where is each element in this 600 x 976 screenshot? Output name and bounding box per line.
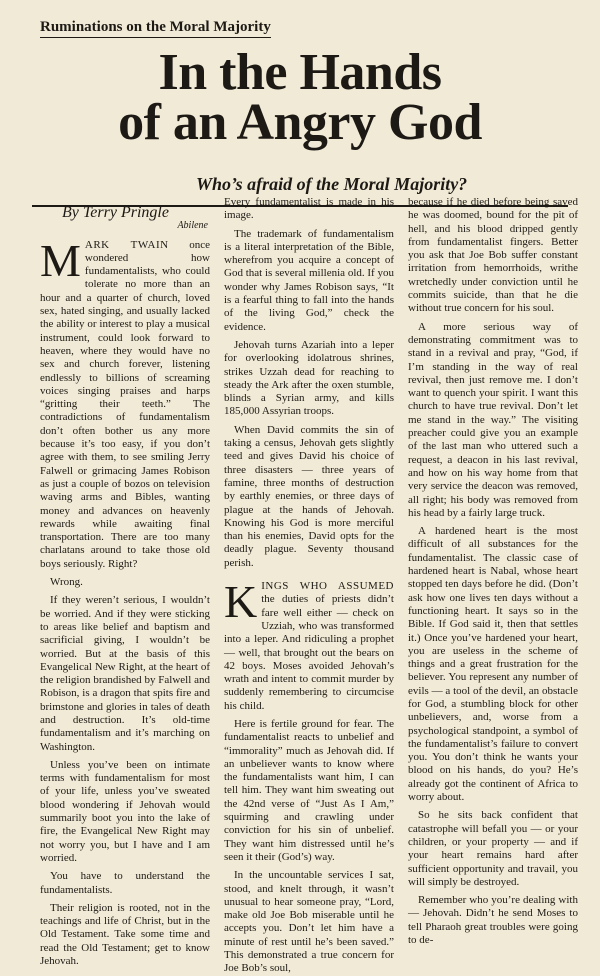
column-2 (224, 196, 394, 975)
paragraph: So he sits back confident that catastrophe will befall you — or your children, or your property — and if your heart remains hard after sufficient opportunity and travail, you will simply be destroyed. (408, 809, 578, 888)
paragraph (40, 234, 210, 571)
column-1 (40, 196, 210, 968)
paragraph: Their religion is rooted, not in the teachings and life of Christ, but in the Old Testament. Take some time and read the Old Testament; get to know Jehovah. (40, 901, 210, 968)
paragraph: because if he died before being saved he was doomed, bound for the pit of hell, and his blood dripped gently from fundamentalist fingers. Better you ask that Joe Bob suffer constant irritation from hemorrhoids, writhe wretchedly under conviction until he commits suicide, than that he die without true concern for his soul. (408, 196, 578, 315)
deck-subtitle: Who’s afraid of the Moral Majority? (196, 174, 468, 194)
byline-city: Abilene (177, 220, 208, 232)
byline: By Terry Pringle (62, 204, 169, 221)
paragraph: Here is fertile ground for fear. The fundamentalist reacts to unbelief and “immorality” much as Jehovah did. If an unbeliever wants to know where the fundamentalists want him, I can tell him. They want him sweating out the 42nd verse of “Just As I Am,” squirming and crawling under conviction for his sin of unbelief. They want him distressed until he’s seen it their (God’s) way. (224, 717, 394, 863)
paragraph: A hardened heart is the most difficult of all substances for the fundamentalist. The classic case of hardened heart is Nabal, whose heart stopped ten days before he did. (Don’t ask how one lives ten days without a functioning heart. It says so in the Bible. If God said it, then that settles it.) Once you’ve hardened your heart, you are useless in the scheme of things and a great frustration for the believer. You represent any number of evils — a tool of the devil, an obstacle for God, a stumbling block for other unbelievers, and, worse from a psychological standpoint, a symbol of the fundamentalist’s failure to convert you. You don’t think he wants your blood on his hands, do you? He’s already got the continent of Africa to worry about. (408, 525, 578, 804)
paragraph: In the uncountable services I sat, stood, and knelt through, it wasn’t unusual to hear someone pray, “Lord, make old Joe Bob miserable until he accepts you. Don’t let him have a minute of rest until he’s been saved.” This demonstrated a true concern for Joe Bob’s soul, (224, 869, 394, 975)
drop-cap: M (40, 234, 81, 286)
paragraph: A more serious way of demonstrating commitment was to stand in a revival and pray, “God, if I’m standing in the way of real revival, then just remove me. I don’t want to quench your spirit. I want this church to have true revival. Don’t let me stand in the way.” The visiting preacher could give you an example of the last man who uttered such a request, a deacon in his last revival, and how on his way home from that very service the deacon was removed, all right; his body was removed from his head by a fairly large truck. (408, 320, 578, 519)
column-3 (408, 196, 578, 947)
lead-in: ARK TWAIN (84, 238, 169, 251)
headline-line-2: of an Angry God (118, 94, 482, 151)
paragraph: Every fundamentalist is made in his image. (224, 196, 394, 222)
paragraph-text: the duties of priests didn’t fare well either — check on Uzziah, who was transformed into a leper. And ridiculing a prophet — well, that brought out the bears on 42 boys. Moses avoided Jehovah’s wrath and intent to commit murder by suddenly remembering to circumcise his child. (224, 593, 394, 712)
article-columns (40, 196, 578, 975)
paragraph: The trademark of fundamentalism is a literal interpretation of the Bible, wherefrom you acquire a concept of God that is several millenia old. If you wonder why James Robison says, “It is a fearful thing to fall into the hands of the living God,” check the evidence. (224, 227, 394, 333)
paragraph: Wrong. (50, 576, 83, 589)
paragraph (224, 576, 394, 713)
lead-in: INGS WHO ASSUMED (261, 580, 394, 593)
headline (26, 44, 574, 151)
paragraph: Jehovah turns Azariah into a leper for overlooking idolatrous shrines, strikes Uzzah dead for reaching to steady the Ark after the oxen stumble, blinds a Syrian army, and kills 185,000 Assyrian troops. (224, 338, 394, 418)
drop-cap: K (224, 576, 258, 628)
paragraph: When David commits the sin of taking a census, Jehovah gets slightly teed and gives David his choice of three disasters — three years of famine, three months of destruction by earthly enemies, or three days of plague at the hands of Jehovah. Knowing his God is more merciful than his enemies, David opts for the deadly plague. Seventy thousand perish. (224, 423, 394, 569)
paragraph: If they weren’t serious, I wouldn’t be worried. And if they were sticking to areas like belief and baptism and sacrificial giving, I wouldn’t be worried. But at the basis of this Evangelical New Right, at the heart of the religion brandished by Falwell and Robison, is a dragon that spits fire and brimstone and glories in tales of death and destruction. It’s old-time fundamentalism and it’s marching on Washington. (40, 594, 210, 753)
section-kicker: Ruminations on the Moral Majority (40, 19, 271, 38)
paragraph-text: once wondered how fundamentalists, who could tolerate no more than an hour and a quarter of church, loved sex, hated singing, and usually lacked the ability or interest to play a musical instrument, could look forward to heaven, where they would have no sex and church forever, listening endlessly to billions of screaming voices singing praises and harps “gritting their teeth.” The contradictions of fundamentalism don’t often bother us any more because it’s too easy, if you don’t agree with them, to see smiling Jerry Falwell or grimacing James Robison as just a couple of bozos on television waving arms and Bibles, wanting money and advances on heavenly rewards while awaiting final transportation. There are too many charlatans around to take those old boys seriously. Right? (40, 238, 210, 570)
paragraph: Remember who you’re dealing with — Jehovah. Didn’t he send Moses to tell Pharaoh great troubles were going to de- (408, 894, 578, 947)
paragraph: You have to understand the fundamentalists. (40, 870, 210, 896)
headline-line-1: In the Hands (158, 44, 442, 101)
paragraph: Unless you’ve been on intimate terms with fundamentalism for most of your life, unless you’ve sweated blood wondering if Jehovah would summarily boot you into the lake of fire, the Evangelical New Right may not worry you, but I have and I am worried. (40, 758, 210, 864)
